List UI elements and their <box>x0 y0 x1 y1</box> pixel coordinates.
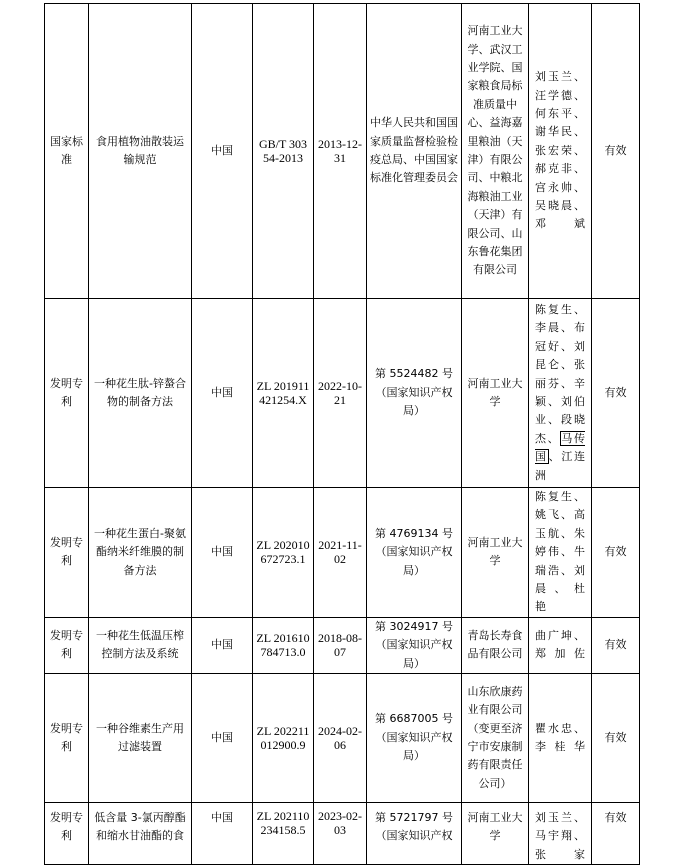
inventors-text: 、江连洲 <box>535 450 586 482</box>
authority-cell: 第 4769134 号（国家知识产权局） <box>367 488 462 618</box>
date-cell: 2023-02-03 <box>314 803 367 865</box>
number-cell: ZL 202010672723.1 <box>253 488 314 618</box>
owner-cell: 山东欣康药业有限公司（变更至济宁市安康制药有限责任公司） <box>462 674 529 803</box>
authority-cell: 第 3024917 号（国家知识产权局） <box>367 617 462 673</box>
table-row <box>45 803 640 865</box>
table-row <box>45 299 640 488</box>
name-cell: 一种花生低温压榨控制方法及系统 <box>89 617 192 673</box>
owner-cell: 河南工业大学 <box>462 299 529 488</box>
table-row <box>45 488 640 618</box>
type-cell: 发明专利 <box>45 617 89 673</box>
owner-cell: 河南工业大学 <box>462 488 529 618</box>
type-cell: 发明专利 <box>45 299 89 488</box>
date-cell: 2021-11-02 <box>314 488 367 618</box>
table-row <box>45 617 640 673</box>
country-cell: 中国 <box>192 803 253 865</box>
status-cell: 有效 <box>592 4 640 299</box>
name-cell: 一种花生肽-锌螯合物的制备方法 <box>89 299 192 488</box>
status-cell: 有效 <box>592 488 640 618</box>
number-cell: ZL 202110234158.5 <box>253 803 314 865</box>
status-cell: 有效 <box>592 674 640 803</box>
authority-cell: 中华人民共和国国家质量监督检验检疫总局、中国国家标准化管理委员会 <box>367 4 462 299</box>
date-cell: 2022-10-21 <box>314 299 367 488</box>
type-cell: 发明专利 <box>45 488 89 618</box>
number-cell: ZL 201911421254.X <box>253 299 314 488</box>
country-cell: 中国 <box>192 4 253 299</box>
date-cell: 2013-12-31 <box>314 4 367 299</box>
date-cell: 2018-08-07 <box>314 617 367 673</box>
name-cell: 食用植物油散装运输规范 <box>89 4 192 299</box>
country-cell: 中国 <box>192 488 253 618</box>
status-cell: 有效 <box>592 803 640 865</box>
name-cell: 一种花生蛋白-聚氨酯纳米纤维膜的制备方法 <box>89 488 192 618</box>
inventors-cell: 刘玉兰、汪学德、何东平、谢华民、张宏荣、郝克非、宫永帅、吴晓晨、邓 斌 <box>529 4 592 299</box>
number-cell: ZL 202211012900.9 <box>253 674 314 803</box>
inventors-cell: 陈复生、姚飞、高玉航、朱婷伟、牛瑞浩、刘晨、杜 艳 <box>529 488 592 618</box>
owner-cell: 河南工业大学、武汉工业学院、国家粮食局标准质量中心、益海嘉里粮油（天津）有限公司、中粮北海粮油工业（天津）有限公司、山东鲁花集团有限公司 <box>462 4 529 299</box>
status-cell: 有效 <box>592 299 640 488</box>
number-cell: GB/T 30354-2013 <box>253 4 314 299</box>
inventors-cell <box>529 299 592 488</box>
inventors-cell: 瞿水忠、李桂华 <box>529 674 592 803</box>
number-cell: ZL 201610784713.0 <box>253 617 314 673</box>
status-cell: 有效 <box>592 617 640 673</box>
owner-cell: 青岛长寿食品有限公司 <box>462 617 529 673</box>
type-cell: 国家标准 <box>45 4 89 299</box>
owner-cell: 河南工业大学 <box>462 803 529 865</box>
type-cell: 发明专利 <box>45 674 89 803</box>
highlighted-inventor: 马传国 <box>535 431 586 464</box>
inventors-text: 陈复生、李晨、布冠好、刘昆仑、张丽芬、辛颖、刘伯业、段晓杰、 <box>535 302 585 445</box>
date-cell: 2024-02-06 <box>314 674 367 803</box>
name-cell: 一种谷维素生产用过滤装置 <box>89 674 192 803</box>
table-row <box>45 674 640 803</box>
achievements-table <box>44 3 640 865</box>
authority-cell: 第 6687005 号（国家知识产权局） <box>367 674 462 803</box>
inventors-cell: 曲广坤、郑加佐 <box>529 617 592 673</box>
authority-cell: 第 5721797 号（国家知识产权 <box>367 803 462 865</box>
name-cell: 低含量 3-氯丙醇酯和缩水甘油酯的食 <box>89 803 192 865</box>
inventors-cell: 刘玉兰、马宇翔、张家 <box>529 803 592 865</box>
country-cell: 中国 <box>192 617 253 673</box>
table-row <box>45 4 640 299</box>
country-cell: 中国 <box>192 299 253 488</box>
country-cell: 中国 <box>192 674 253 803</box>
type-cell: 发明专利 <box>45 803 89 865</box>
authority-cell: 第 5524482 号（国家知识产权局） <box>367 299 462 488</box>
